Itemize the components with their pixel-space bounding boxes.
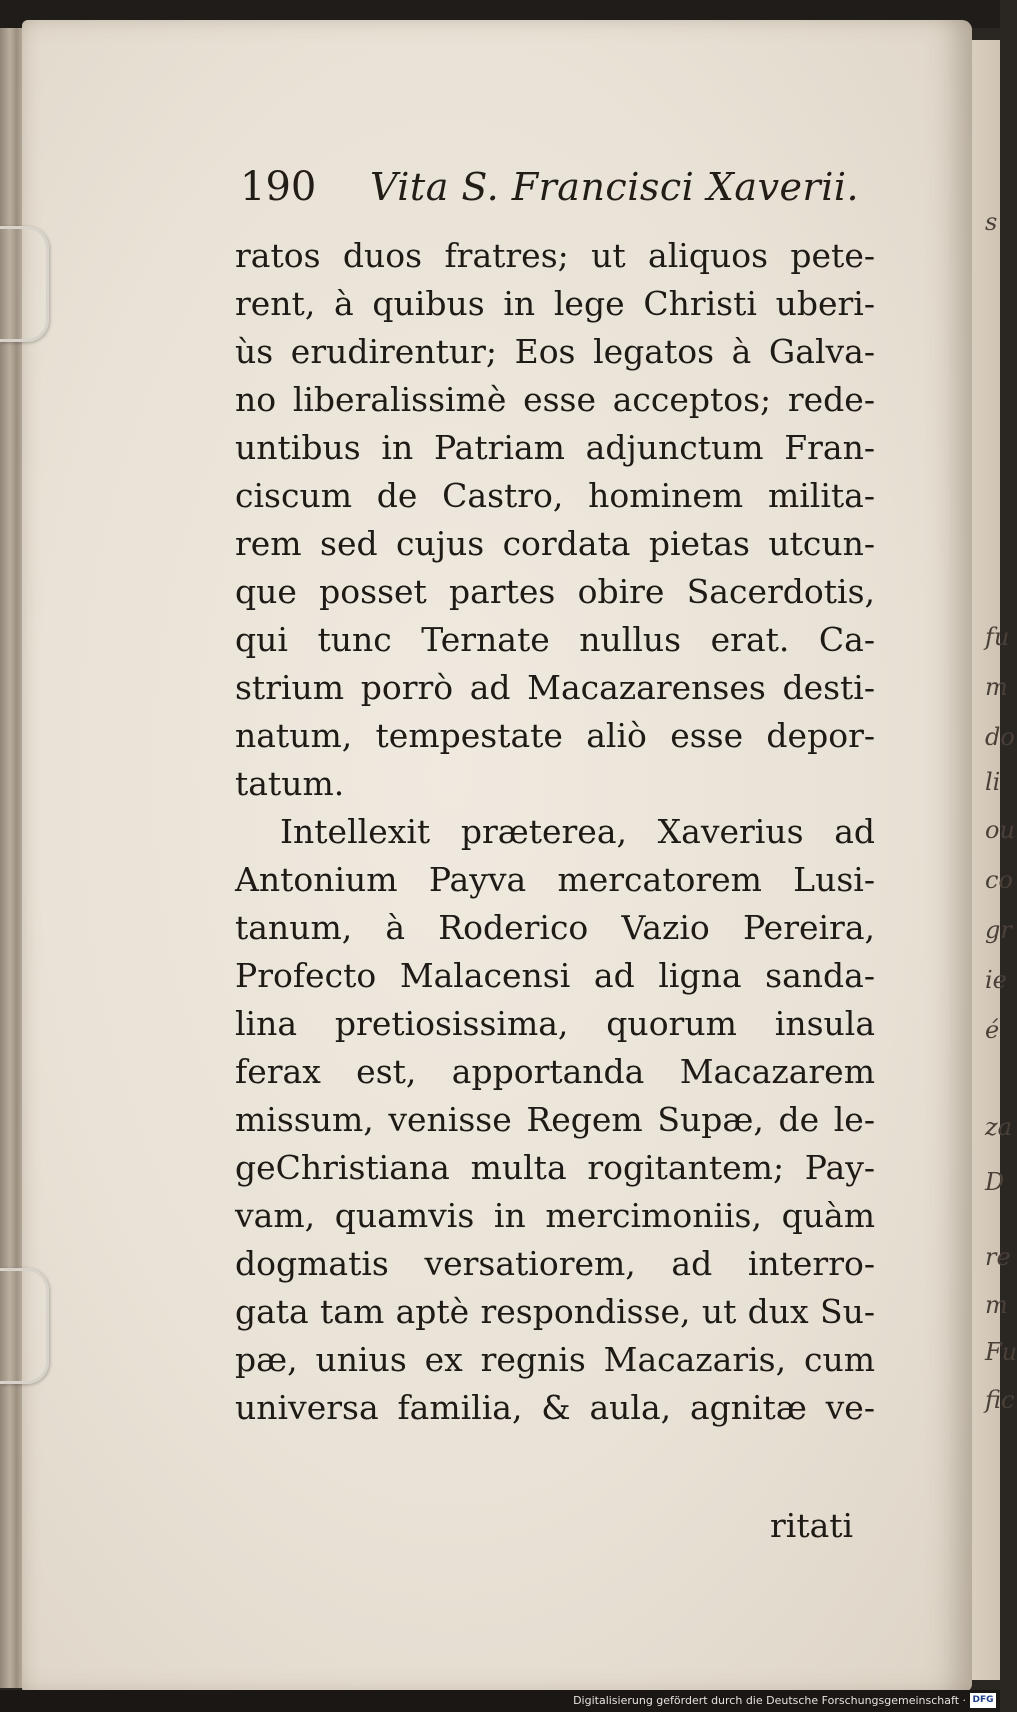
running-title: Vita S. Francisci Xaverii.	[370, 165, 860, 209]
facing-page-fragment: za	[985, 1113, 1012, 1141]
text-line: rem sed cujus cordata pietas utcun-	[235, 524, 875, 563]
text-line: que posset partes obire Sacerdotis,	[235, 572, 875, 611]
text-line: ciscum de Castro, hominem milita-	[235, 476, 875, 515]
facing-page-fragment: Fu	[985, 1338, 1017, 1366]
text-line: tanum, à Roderico Vazio Pereira,	[235, 908, 875, 947]
text-line: untibus in Patriam adjunctum Fran-	[235, 428, 875, 467]
text-line: tatum.	[235, 764, 345, 803]
paragraph-start-line: Intellexit præterea, Xaverius ad	[280, 812, 875, 851]
facing-page-fragment: co	[985, 866, 1013, 894]
text-line: Profecto Malacensi ad ligna sanda-	[235, 956, 875, 995]
funding-notice: Digitalisierung gefördert durch die Deutsche Forschungsgemeinschaft ·	[573, 1694, 966, 1707]
text-line: geChristiana multa rogitantem; Pay-	[235, 1148, 875, 1187]
facing-page-fragment: gr	[985, 916, 1012, 944]
text-line: vam, quamvis in mercimoniis, quàm	[235, 1196, 875, 1235]
facing-page-fragment: s	[985, 208, 998, 236]
facing-page-fragment: m	[985, 673, 1008, 701]
facing-page-fragment: li	[985, 768, 1001, 796]
text-line: lina pretiosissima, quorum insula	[235, 1004, 875, 1043]
text-line: missum, venisse Regem Supæ, de le-	[235, 1100, 875, 1139]
text-line: dogmatis versatiorem, ad interro-	[235, 1244, 875, 1283]
text-line: Antonium Payva mercatorem Lusi-	[235, 860, 875, 899]
facing-page-fragment: ou	[985, 816, 1015, 844]
facing-page-edge	[972, 40, 1000, 1680]
text-line: strium porrò ad Macazarenses desti-	[235, 668, 875, 707]
page-header	[240, 162, 860, 212]
facing-page-fragment: ie	[985, 966, 1007, 994]
facing-page-fragment: re	[985, 1243, 1011, 1271]
facing-page-fragment: fu	[985, 623, 1010, 651]
text-line: ratos duos fratres; ut aliquos pete-	[235, 236, 875, 275]
text-line: ferax est, apportanda Macazarem	[235, 1052, 875, 1091]
facing-page-fragment: fic	[985, 1386, 1015, 1414]
text-line: rent, à quibus in lege Christi uberi-	[235, 284, 875, 323]
dfg-logo: DFG	[970, 1693, 996, 1708]
body-text	[235, 232, 875, 1432]
page-clip-top	[0, 226, 49, 342]
page-clip-bottom	[0, 1268, 49, 1384]
text-line: gata tam aptè respondisse, ut dux Su-	[235, 1292, 875, 1331]
facing-page-fragment: D	[985, 1168, 1005, 1196]
text-line: qui tunc Ternate nullus erat. Ca-	[235, 620, 875, 659]
facing-page-fragment: do	[985, 723, 1015, 751]
text-line: no liberalissimè esse acceptos; rede-	[235, 380, 875, 419]
text-line: natum, tempestate aliò esse depor-	[235, 716, 875, 755]
text-line: universa familia, & aula, agnitæ ve-	[235, 1388, 875, 1427]
catchword: ritati	[770, 1506, 854, 1545]
facing-page-fragment: m	[985, 1291, 1008, 1319]
page-number: 190	[240, 164, 317, 210]
text-line: ùs erudirentur; Eos legatos à Galva-	[235, 332, 875, 371]
facing-page-fragment: é	[985, 1016, 1000, 1044]
text-line: pæ, unius ex regnis Macazaris, cum	[235, 1340, 875, 1379]
